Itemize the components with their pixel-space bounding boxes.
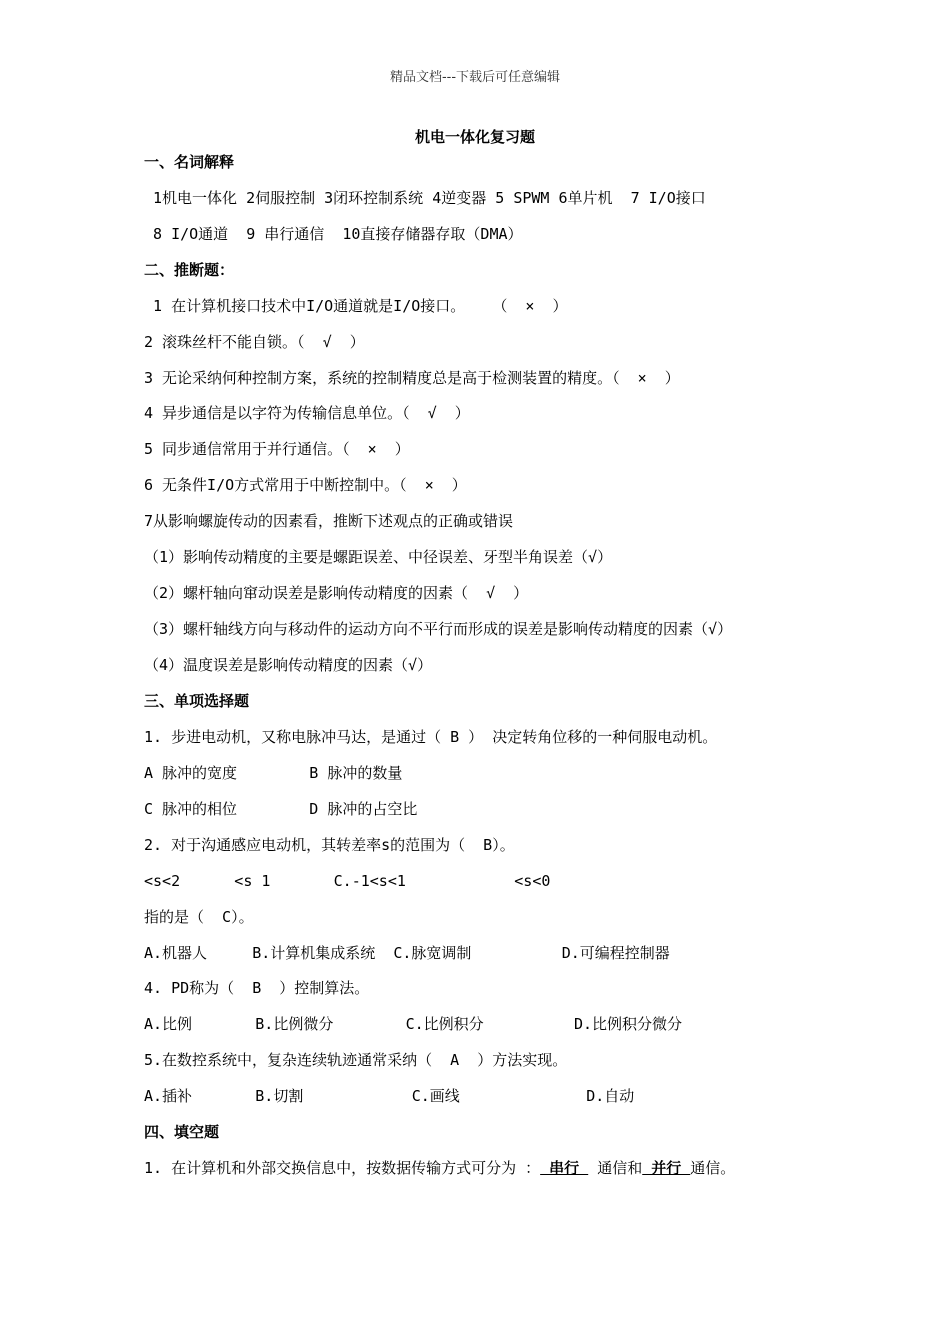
- choice-question: 5.在数控系统中，复杂连续轨迹通常采纳（ A ）方法实现。: [144, 1051, 568, 1069]
- section-heading-fill: 四、填空题: [144, 1123, 220, 1141]
- section-heading-terms: 一、名词解释: [144, 153, 235, 171]
- choice-question: 2. 对于沟通感应电动机，其转差率s的范围为（ B）。: [144, 836, 515, 854]
- fill-question-suffix: 通信。: [690, 1159, 736, 1177]
- judgement-item: 5 同步通信常用于并行通信。（ × ）: [144, 440, 410, 458]
- page-header: 精品文档---下载后可任意编辑: [389, 70, 561, 85]
- section-heading-choice: 三、单项选择题: [144, 692, 250, 710]
- judgement-item: 4 异步通信是以字符为传输信息单位。（ √ ）: [144, 404, 470, 422]
- judgement-item: 7从影响螺旋传动的因素看，推断下述观点的正确或错误: [144, 512, 514, 530]
- section-heading-judgement: 二、推断题：: [144, 261, 235, 279]
- judgement-item: 3 无论采纳何种控制方案，系统的控制精度总是高于检测装置的精度。（ × ）: [144, 369, 680, 387]
- fill-answer-serial: 串行: [540, 1159, 589, 1177]
- judgement-subitem: （3）螺杆轴线方向与移动件的运动方向不平行而形成的误差是影响传动精度的因素（√）: [144, 620, 733, 638]
- choice-question: 1. 步进电动机，又称电脉冲马达，是通过（ B ） 决定转角位移的一种伺服电动机。: [144, 728, 718, 746]
- judgement-item: 6 无条件I/O方式常用于中断控制中。（ × ）: [144, 476, 467, 494]
- fill-question-mid: 通信和: [588, 1159, 643, 1177]
- choice-options: A.插补 B.切割 C.画线 D.自动: [144, 1087, 635, 1105]
- judgement-item: 1 在计算机接口技术中I/O通道就是I/O接口。 （ × ）: [144, 297, 568, 315]
- fill-question: [144, 1158, 735, 1178]
- choice-options: A.比例 B.比例微分 C.比例积分 D.比例积分微分: [144, 1015, 683, 1033]
- judgement-subitem: （4）温度误差是影响传动精度的因素（√）: [144, 656, 433, 674]
- choice-options: <s<2 <s 1 C.-1<s<1 <s<0: [144, 872, 551, 890]
- document-title: 机电一体化复习题: [414, 128, 535, 146]
- choice-question: 4. PD称为（ B ）控制算法。: [144, 979, 370, 997]
- terms-line-2: 8 I/O通道 9 串行通信 10直接存储器存取（DMA）: [144, 225, 523, 243]
- terms-line-1: 1机电一体化 2伺服控制 3闭环控制系统 4逆变器 5 SPWM 6单片机 7 I/O接口: [144, 189, 706, 207]
- choice-options: A 脉冲的宽度 B 脉冲的数量: [144, 764, 403, 782]
- judgement-subitem: （2）螺杆轴向窜动误差是影响传动精度的因素（ √ ）: [144, 584, 529, 602]
- fill-question-prefix: 1. 在计算机和外部交换信息中，按数据传输方式可分为 ：: [144, 1159, 541, 1177]
- judgement-item: 2 滚珠丝杆不能自锁。（ √ ）: [144, 333, 365, 351]
- judgement-subitem: （1）影响传动精度的主要是螺距误差、中径误差、牙型半角误差（√）: [144, 548, 613, 566]
- choice-options: C 脉冲的相位 D 脉冲的占空比: [144, 800, 418, 818]
- choice-question: 指的是（ C）。: [144, 908, 254, 926]
- choice-options: A.机器人 B.计算机集成系统 C.脉宽调制 D.可编程控制器: [144, 944, 670, 962]
- fill-answer-parallel: 并行: [642, 1159, 691, 1177]
